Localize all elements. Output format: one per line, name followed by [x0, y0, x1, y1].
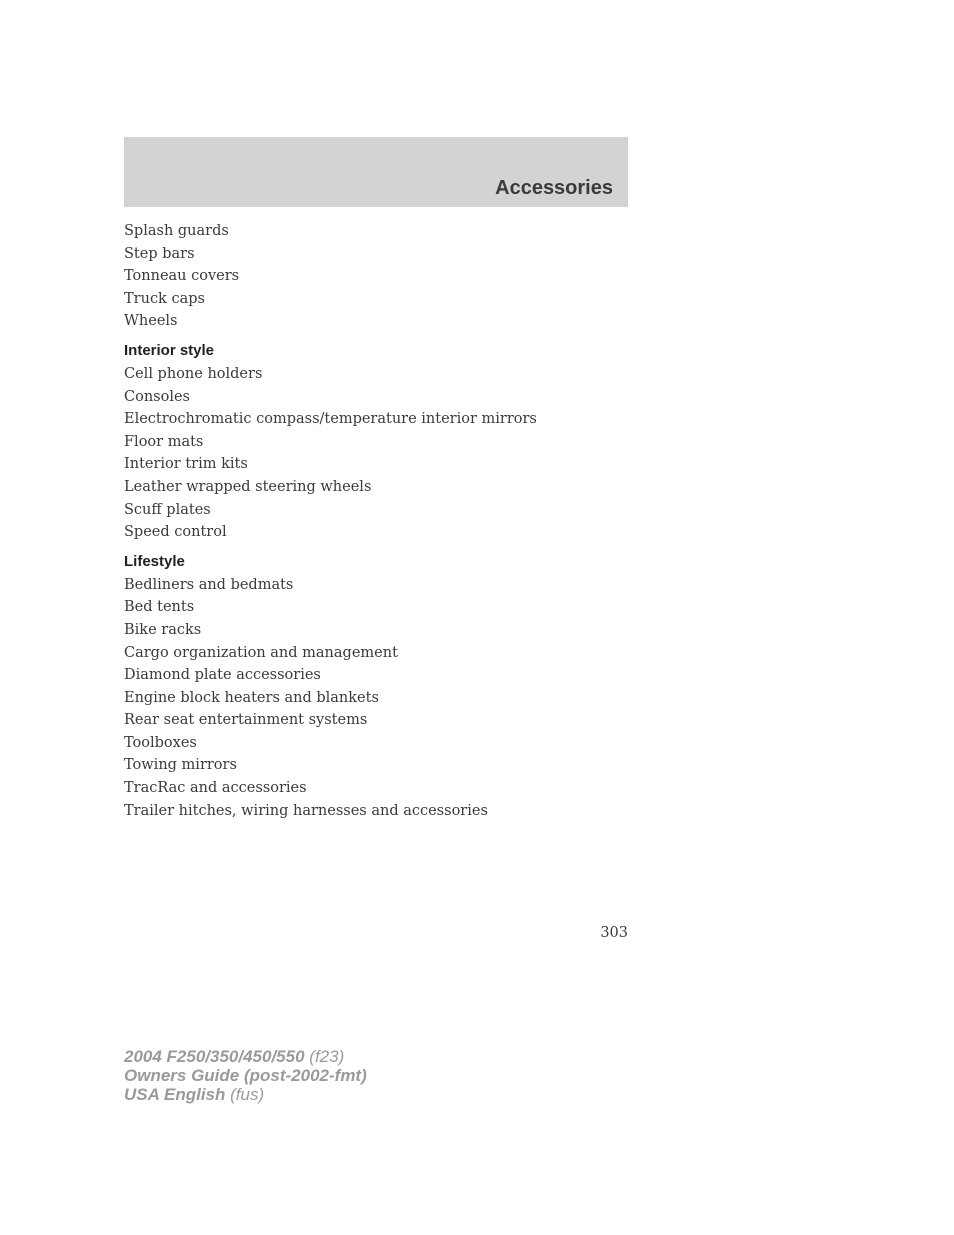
list-item: Wheels — [124, 313, 178, 330]
list-item: Bed tents — [124, 599, 195, 616]
list-item: Floor mats — [124, 433, 204, 450]
list-item: Cargo organization and management — [124, 644, 398, 661]
list-item: Diamond plate accessories — [124, 667, 321, 684]
interior-style-heading: Interior style — [124, 341, 215, 359]
lifestyle-heading: Lifestyle — [124, 552, 185, 570]
list-item: Tonneau covers — [124, 268, 240, 285]
list-item: Towing mirrors — [124, 757, 237, 774]
list-item: Interior trim kits — [124, 456, 248, 473]
document-footer — [124, 1047, 367, 1104]
list-item: Electrochromatic compass/temperature interior mirrors — [124, 411, 537, 428]
footer-guide: Owners Guide (post-2002-fmt) — [124, 1066, 367, 1085]
accessories-list — [124, 220, 644, 822]
list-item: Scuff plates — [124, 501, 211, 518]
list-item: Toolboxes — [124, 734, 197, 751]
list-item: Splash guards — [124, 223, 229, 239]
list-item: TracRac and accessories — [124, 780, 307, 797]
footer-language-line — [124, 1085, 367, 1104]
list-item: Step bars — [124, 245, 195, 262]
list-item: Rear seat entertainment systems — [124, 712, 368, 729]
list-item: Speed control — [124, 524, 227, 541]
footer-model: 2004 F250/350/450/550 — [124, 1047, 305, 1066]
footer-model-line — [124, 1047, 367, 1066]
page-number: 303 — [600, 925, 628, 941]
footer-model-code: (f23) — [304, 1047, 345, 1066]
section-title: Accessories — [495, 177, 613, 199]
list-item: Truck caps — [124, 290, 205, 307]
list-item: Trailer hitches, wiring harnesses and accessories — [124, 802, 488, 819]
footer-language-code: (fus) — [225, 1085, 265, 1104]
list-item: Bedliners and bedmats — [124, 576, 294, 593]
list-item: Leather wrapped steering wheels — [124, 478, 372, 495]
section-header-bar — [124, 137, 628, 207]
list-item: Cell phone holders — [124, 365, 263, 382]
list-item: Consoles — [124, 388, 190, 405]
footer-guide-line — [124, 1066, 367, 1085]
footer-language: USA English — [124, 1085, 226, 1104]
list-item: Bike racks — [124, 621, 202, 638]
list-item: Engine block heaters and blankets — [124, 689, 379, 706]
